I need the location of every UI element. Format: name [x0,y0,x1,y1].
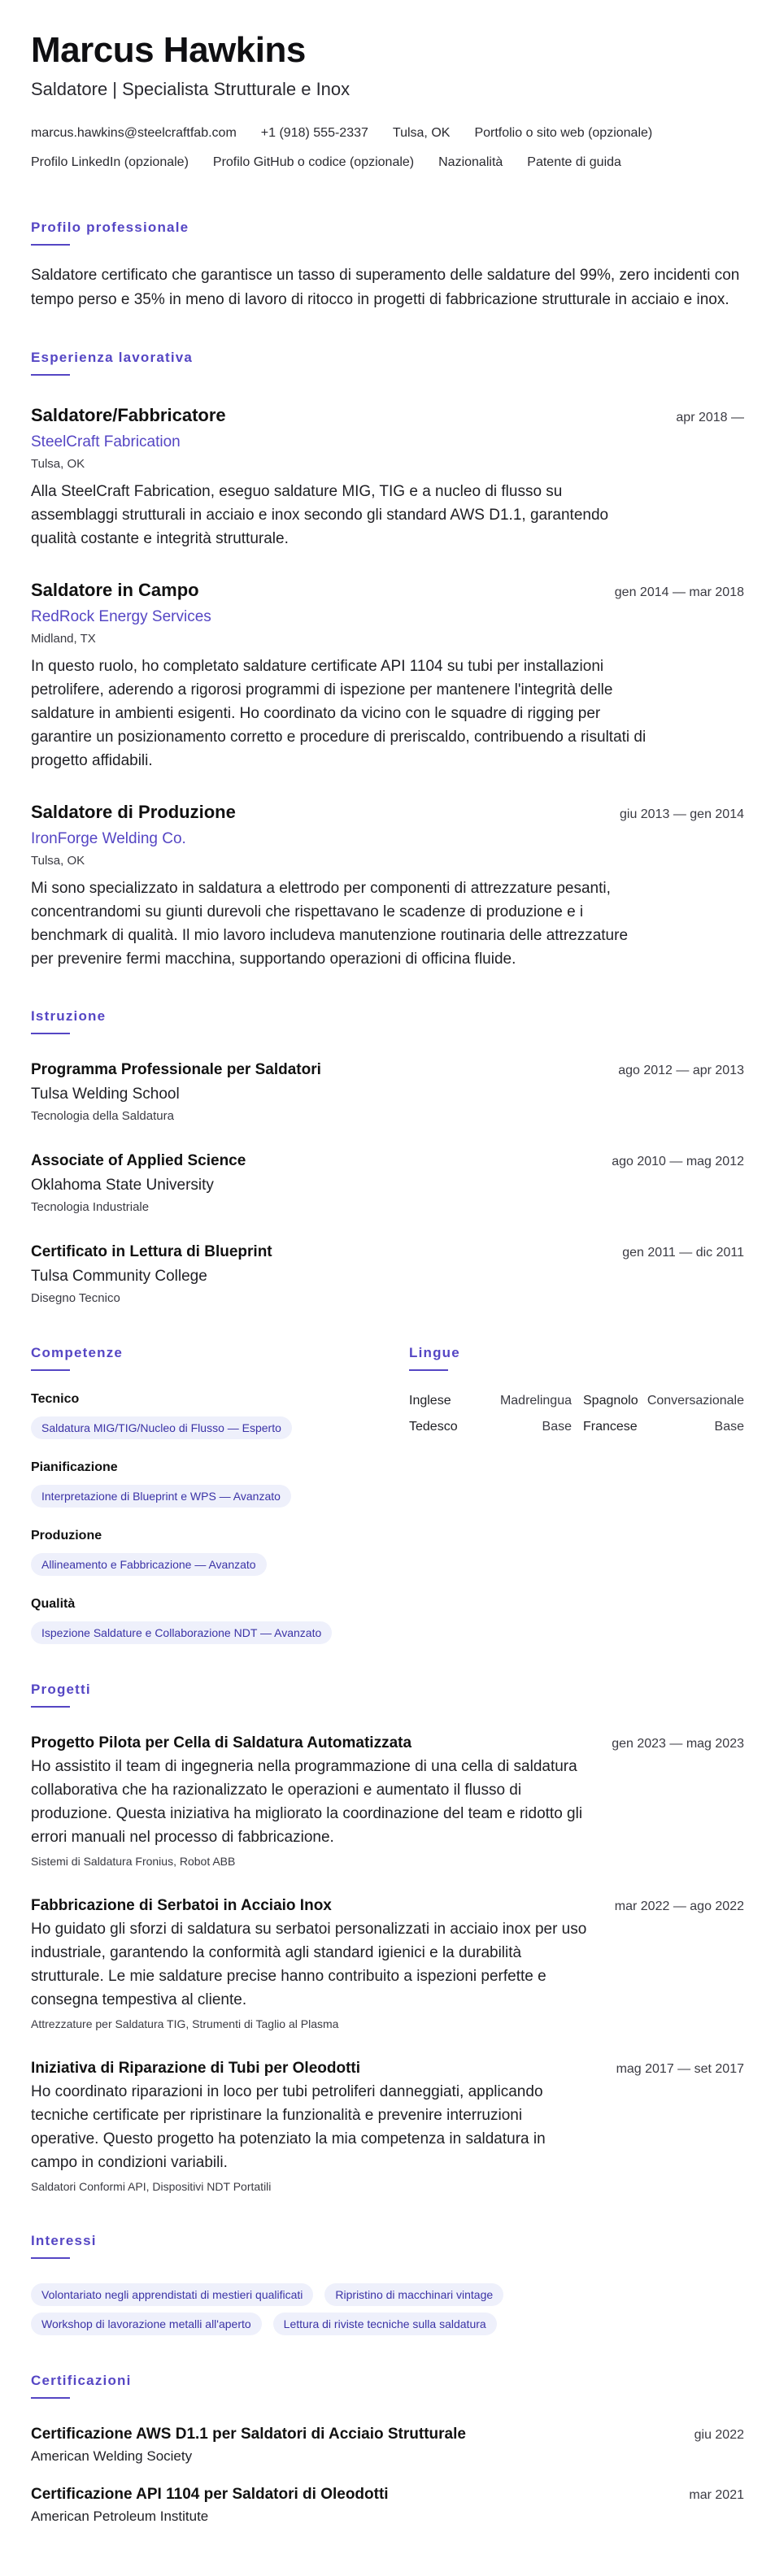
school-name: Tulsa Welding School [31,1086,180,1103]
location: Tulsa, OK [392,126,451,140]
job-dates: giu 2013 — gen 2014 [619,807,744,821]
skill-chip: Ispezione Saldature e Collaborazione NDT — Avanzato [31,1621,332,1644]
section-title: Profilo professionale [31,220,189,235]
section-title: Lingue [409,1345,460,1360]
job-entry [31,800,744,971]
project-name: Progetto Pilota per Cella di Saldatura Automatizzata [31,1734,412,1751]
section-divider [31,2257,70,2259]
linkedin-link[interactable]: Profilo LinkedIn (opzionale) [31,155,189,169]
job-location: Tulsa, OK [31,854,85,868]
candidate-headline: Saldatore | Specialista Strutturale e Inox [31,79,350,99]
job-description: Alla SteelCraft Fabrication, eseguo saldature MIG, TIG e a nucleo di flusso su assemblaggi strutturali in acciaio e inox secondo gli standard AWS D1.1, garantendo qualità costante e integrità strutturale. [31,483,609,547]
email-link[interactable]: marcus.hawkins@steelcraftfab.com [31,126,237,140]
degree-title: Certificato in Lettura di Blueprint [31,1243,272,1260]
job-description: In questo ruolo, ho completato saldature certificate API 1104 su tubi per installazioni petrolifere, aderendo a rigorosi programmi di ispezione per mantenere l'integrità delle saldature in ambienti esigenti. Ho coordinato da vicino con le squadre di rigging per garantire un posizionamento corretto e procedure di preriscaldo, contribuendo a risultati di progetto affidabili. [31,658,647,769]
skill-group [31,1459,409,1508]
section-divider [31,1033,70,1034]
skills-section [31,1343,409,1644]
education-dates: ago 2010 — mag 2012 [612,1155,744,1168]
projects-section [31,1680,744,2195]
skill-category: Qualità [31,1597,76,1611]
nationality: Nazionalità [438,155,503,169]
job-location: Tulsa, OK [31,457,85,471]
skill-chip: Allineamento e Fabbricazione — Avanzato [31,1553,267,1576]
education-entry [31,1150,744,1216]
section-divider [31,1706,70,1708]
skill-chip: Saldatura MIG/TIG/Nucleo di Flusso — Esperto [31,1416,292,1439]
driving-license: Patente di guida [527,155,621,169]
project-dates: mar 2022 — ago 2022 [614,1899,744,1913]
language-name: Francese [583,1420,638,1434]
job-title: Saldatore/Fabbricatore [31,405,226,425]
language-name: Inglese [409,1394,451,1408]
certification-issuer: American Petroleum Institute [31,2509,209,2524]
skill-chip: Interpretazione di Blueprint e WPS — Avanzato [31,1485,291,1508]
phone-number[interactable]: +1 (918) 555-2337 [260,126,368,140]
job-entry [31,403,744,550]
section-title: Esperienza lavorativa [31,350,194,365]
languages-section [409,1343,744,1644]
interests-list [31,2277,616,2335]
project-name: Fabbricazione di Serbatoi in Acciaio Inox [31,1897,332,1914]
github-link[interactable]: Profilo GitHub o codice (opzionale) [212,155,415,169]
language-name: Spagnolo [583,1394,638,1408]
section-title: Interessi [31,2233,97,2248]
interests-section [31,2231,744,2335]
study-field: Disegno Tecnico [31,1291,120,1305]
job-company: IronForge Welding Co. [31,830,186,847]
project-dates: mag 2017 — set 2017 [616,2062,744,2076]
skill-category: Tecnico [31,1392,80,1406]
certification-date: giu 2022 [694,2428,744,2442]
degree-title: Programma Professionale per Saldatori [31,1061,321,1078]
degree-title: Associate of Applied Science [31,1152,246,1169]
job-dates: gen 2014 — mar 2018 [614,585,744,599]
job-title: Saldatore di Produzione [31,802,236,822]
section-divider [31,244,70,246]
section-divider [31,1369,70,1371]
project-entry [31,1732,744,1870]
education-section [31,1007,744,1308]
skill-category: Produzione [31,1529,102,1543]
project-dates: gen 2023 — mag 2023 [612,1737,744,1751]
job-entry [31,578,744,772]
project-description: Ho coordinato riparazioni in loco per tubi petroliferi danneggiati, applicando tecniche certificate per ripristinare la funzionalità e prevenire interruzioni operative. Questo progetto ha potenziato la mia competenza in saldatura in campo in condizioni variabili. [31,2083,546,2171]
education-dates: gen 2011 — dic 2011 [622,1246,744,1260]
section-title: Istruzione [31,1008,107,1024]
skill-category: Pianificazione [31,1460,118,1474]
interest-chip: Lettura di riviste tecniche sulla saldatura [273,2313,497,2335]
skill-group [31,1527,409,1576]
job-company: SteelCraft Fabrication [31,433,181,450]
job-description: Mi sono specializzato in saldatura a elettrodo per componenti di attrezzature pesanti, concentrandomi su giunti durevoli che rispettavano le scadenze di produzione e i benchmark di qualità. Il mio lavoro includeva manutenzione routinaria delle attrezzature per prevenire fermi macchina, supportando operazioni di officina fluide. [31,880,629,968]
job-location: Midland, TX [31,632,96,646]
education-entry [31,1059,744,1125]
candidate-name: Marcus Hawkins [31,30,306,70]
website-link[interactable]: Portfolio o sito web (opzionale) [474,126,653,140]
languages-list [409,1394,744,1434]
experience-section [31,348,744,971]
project-name: Iniziativa di Riparazione di Tubi per Oleodotti [31,2060,361,2077]
education-dates: ago 2012 — apr 2013 [618,1064,744,1077]
skills-languages-row [31,1343,744,1644]
job-company: RedRock Energy Services [31,608,211,625]
section-title: Certificazioni [31,2373,132,2388]
language-level: Madrelingua [499,1394,572,1408]
section-title: Competenze [31,1345,124,1360]
school-name: Tulsa Community College [31,1268,207,1285]
project-entry [31,2057,744,2195]
language-name: Tedesco [409,1420,458,1434]
profile-section [31,218,744,312]
job-dates: apr 2018 — [676,411,744,424]
language-level: Base [714,1420,744,1434]
project-tools: Attrezzature per Saldatura TIG, Strumenti di Taglio al Plasma [31,2017,339,2030]
section-title: Progetti [31,1682,91,1697]
section-divider [31,374,70,376]
project-tools: Sistemi di Saldatura Fronius, Robot ABB [31,1855,236,1868]
certification-name: Certificazione AWS D1.1 per Saldatori di Acciaio Strutturale [31,2426,466,2443]
resume-header [31,29,744,177]
certification-entry [31,2423,744,2467]
interest-chip: Ripristino di macchinari vintage [324,2283,503,2306]
project-description: Ho assistito il team di ingegneria nella programmazione di una cella di saldatura collaborativa che ha razionalizzato le operazioni e aumentato il flusso di produzione. Questa iniziativa ha migliorato la coordinazione del team e ridotto gli errori manuali nel processo di fabbricazione. [31,1758,583,1846]
profile-summary: Saldatore certificato che garantisce un tasso di superamento delle saldature del 99%, zero incidenti con tempo perso e 35% in meno di lavoro di ritocco in progetti di fabbricazione strutturale in acciaio e inox. [31,267,740,308]
interest-chip: Workshop di lavorazione metalli all'aperto [31,2313,262,2335]
skill-group [31,1595,409,1644]
project-tools: Saldatori Conformi API, Dispositivi NDT Portatili [31,2180,272,2193]
school-name: Oklahoma State University [31,1177,214,1194]
job-title: Saldatore in Campo [31,580,199,600]
study-field: Tecnologia Industriale [31,1200,150,1214]
project-entry [31,1895,744,2033]
contact-info [31,119,744,177]
study-field: Tecnologia della Saldatura [31,1109,174,1123]
education-entry [31,1241,744,1308]
interest-chip: Volontariato negli apprendistati di mestieri qualificati [31,2283,313,2306]
skill-group [31,1390,409,1439]
section-divider [31,2397,70,2399]
certification-entry [31,2483,744,2527]
certification-issuer: American Welding Society [31,2448,193,2464]
language-level: Conversazionale [647,1394,744,1408]
certification-name: Certificazione API 1104 per Saldatori di Oleodotti [31,2486,389,2503]
certifications-section [31,2371,744,2527]
section-divider [409,1369,448,1371]
certification-date: mar 2021 [689,2488,744,2502]
project-description: Ho guidato gli sforzi di saldatura su serbatoi personalizzati in acciaio inox per uso industriale, garantendo la conformità agli standard igienici e la durabilità strutturale. Le mie saldature precise hanno contribuito a ispezioni perfette e consegna tempestiva al cliente. [31,1921,587,2008]
language-level: Base [542,1420,572,1434]
